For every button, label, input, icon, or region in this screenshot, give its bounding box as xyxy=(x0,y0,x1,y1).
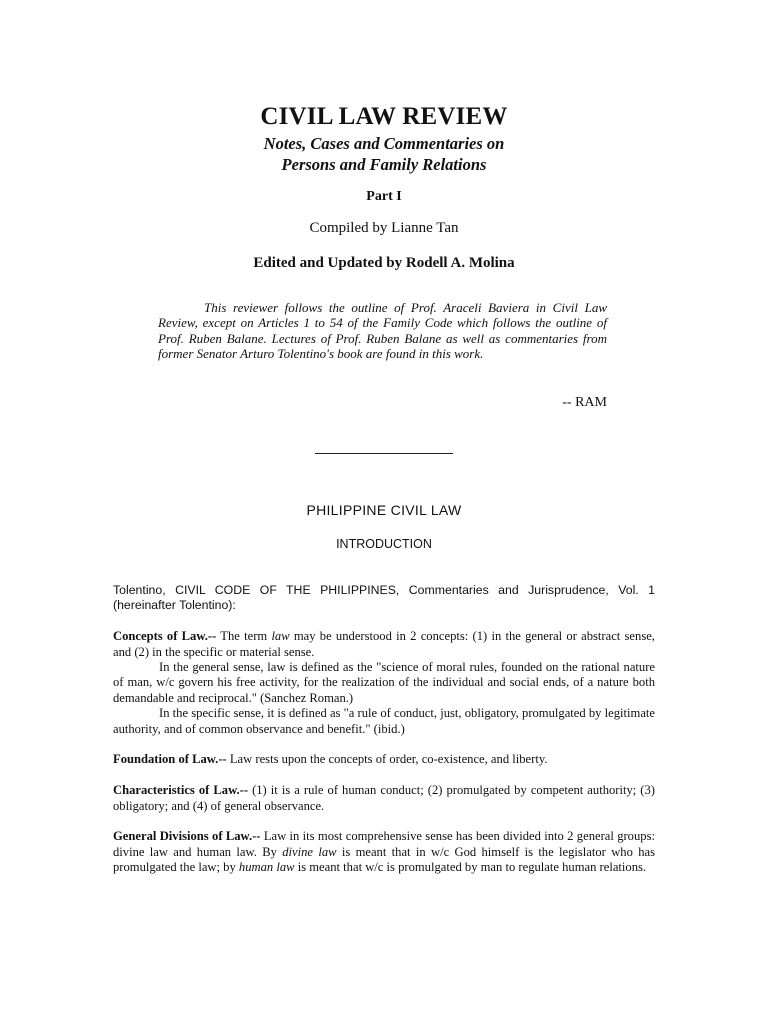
characteristics-heading: Characteristics of Law.-- xyxy=(113,783,249,798)
general-sense-paragraph: In the general sense, law is defined as the "science of moral rules, founded on the rational nature of man, w/c govern his free activity, for the realization of the individual and social ends, of a nature both demandable and reciprocal." (Sanchez Roman.) xyxy=(113,660,655,705)
source-citation: Tolentino, CIVIL CODE OF THE PHILIPPINES, Commentaries and Jurisprudence, Vol. 1 (hereinafter Tolentino): xyxy=(113,583,655,613)
edited-by: Edited and Updated by Rodell A. Molina xyxy=(253,255,515,271)
divisions-heading: General Divisions of Law.-- xyxy=(113,829,261,844)
foundation-paragraph xyxy=(113,752,655,767)
compiled-by: Compiled by Lianne Tan xyxy=(309,220,459,236)
divisions-text-3: is meant that w/c is promulgated by man to regulate human relations. xyxy=(294,860,647,875)
divisions-term-divine-law: divine law xyxy=(282,844,337,859)
divisions-text-1: Law in its most comprehensive sense has been divided into 2 general groups: divine law and human law. By xyxy=(113,829,655,859)
concepts-text-1: The term xyxy=(216,629,272,644)
body-text xyxy=(113,583,655,876)
concepts-heading: Concepts of Law.-- xyxy=(113,629,217,644)
document-title: CIVIL LAW REVIEW xyxy=(260,103,508,130)
concepts-term-law: law xyxy=(271,629,290,644)
foundation-heading: Foundation of Law.-- xyxy=(113,752,227,767)
specific-sense-paragraph: In the specific sense, it is defined as "a rule of conduct, just, obligatory, promulgated by legitimate authority, and of common observance and benefit." (ibid.) xyxy=(113,706,655,736)
concepts-paragraph xyxy=(113,629,655,660)
section-title: PHILIPPINE CIVIL LAW xyxy=(306,502,462,518)
part-label: Part I xyxy=(366,189,402,204)
document-subtitle-line-2: Persons and Family Relations xyxy=(281,155,487,174)
foundation-text: Law rests upon the concepts of order, co-existence, and liberty. xyxy=(226,752,548,767)
document-subtitle-line-1: Notes, Cases and Commentaries on xyxy=(263,134,505,153)
section-subtitle: INTRODUCTION xyxy=(336,537,432,551)
concepts-text-2: may be understood in 2 concepts: (1) in the general or abstract sense, and (2) in the specific or material sense. xyxy=(113,629,655,659)
divisions-term-human-law: human law xyxy=(238,860,295,875)
section-divider xyxy=(315,453,453,454)
divisions-text-2: is meant that in w/c God himself is the legislator who has promulgated the law; by xyxy=(113,844,655,875)
divisions-paragraph xyxy=(113,829,655,875)
foreword-signature: -- RAM xyxy=(562,395,607,410)
foreword-paragraph: This reviewer follows the outline of Prof. Araceli Baviera in Civil Law Review, except on Articles 1 to 54 of the Family Code which follows the outline of Prof. Ruben Balane. Lectures of Prof. Ruben Balane as well as commentaries from former Senator Arturo Tolentino's book are found in this work. xyxy=(158,300,607,361)
characteristics-paragraph xyxy=(113,783,655,814)
characteristics-text: (1) it is a rule of human conduct; (2) promulgated by competent authority; (3) obligatory; and (4) of general observance. xyxy=(113,783,655,813)
